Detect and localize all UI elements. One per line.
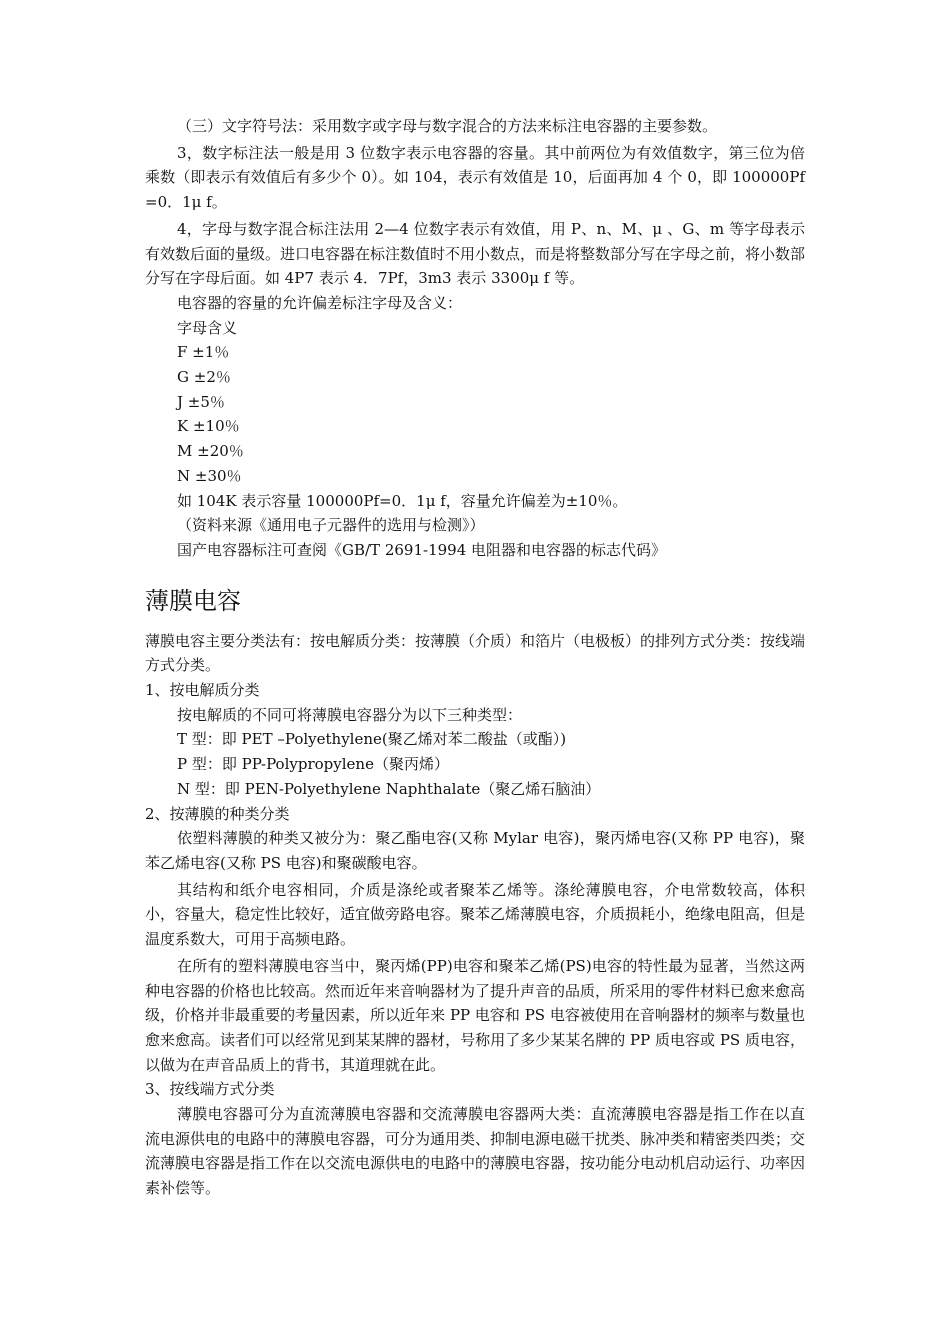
paragraph-tolerance-intro: 电容器的容量的允许偏差标注字母及含义： [177,293,463,312]
paragraph-digit-notation: 3，数字标注法一般是用 3 位数字表示电容器的容量。其中前两位为有效值数字，第三位为倍乘数（即表示有效值后有多少个 0）。如 104，表示有效值是 10，后面再加 4 个 0，即 100000Pf=0．1μ f。 [145,143,805,212]
list-item: K ±10％ [177,417,240,436]
list-item: 按电解质的不同可将薄膜电容器分为以下三种类型： [177,705,523,724]
paragraph-classification-intro: 薄膜电容主要分类法有：按电解质分类：按薄膜（介质）和箔片（电极板）的排列方式分类：按线端方式分类。 [145,631,806,675]
paragraph-dc-ac: 薄膜电容器可分为直流薄膜电容器和交流薄膜电容器两大类：直流薄膜电容器是指工作在以直流电源供电的电路中的薄膜电容器，可分为通用类、抑制电源电磁干扰类、脉冲类和精密类四类；交流薄膜电容器是指工作在以交流电源供电的电路中的薄膜电容器，按功能分电动机启动运行、功率因素补偿等。 [145,1105,806,1198]
subsection-title-terminal: 3、按线端方式分类 [145,1080,275,1099]
paragraph-text-symbol-method: （三）文字符号法：采用数字或字母与数字混合的方法来标注电容器的主要参数。 [177,117,718,135]
list-item: P 型：即 PP-Polypropylene（聚丙烯） [177,755,449,774]
list-item: J ±5％ [177,392,225,411]
paragraph-structure: 其结构和纸介电容相同，介质是涤纶或者聚苯乙烯等。涤纶薄膜电容，介电常数较高，体积小，容量大，稳定性比较好，适宜做旁路电容。聚苯乙烯薄膜电容，介质损耗小，绝缘电阻高，但是温度系数大，可用于高频电路。 [145,880,806,949]
paragraph-standard-reference: 国产电容器标注可查阅《GB/T 2691-1994 电阻器和电容器的标志代码》 [177,540,667,559]
list-item: M ±20％ [177,442,244,461]
subsection-title-film-type: 2、按薄膜的种类分类 [145,804,290,823]
list-item: N ±30％ [177,466,242,485]
section-heading: 薄膜电容 [145,586,241,615]
list-item: T 型：即 PET –Polyethylene(聚乙烯对苯二酸盐（或酯）) [177,730,567,749]
list-item: N 型：即 PEN-Polyethylene Naphthalate（聚乙烯石脑油） [177,779,601,798]
paragraph-pp-ps: 在所有的塑料薄膜电容当中，聚丙烯(PP)电容和聚苯乙烯(PS)电容的特性最为显著，当然这两种电容器的价格也比较高。然而近年来音响器材为了提升声音的品质，所采用的零件材料已愈来愈高级，价格并非最重要的考量因素，所以近年来 PP 电容和 PS 电容被使用在音响器材的频率与数量也愈来愈高。读者们可以经常见到某某牌的器材，号称用了多少某某名牌的 PP 质电容或 PS 质电容，以做为在声音品质上的背书，其道理就在此。 [145,956,806,1074]
tolerance-list-header: 字母含义 [177,318,238,337]
paragraph-film-types: 依塑料薄膜的种类又被分为：聚乙酯电容(又称 Mylar 电容)，聚丙烯电容(又称 PP 电容)，聚苯乙烯电容(又称 PS 电容)和聚碳酸电容。 [145,829,805,872]
paragraph-letter-digit-notation: 4，字母与数字混合标注法用 2—4 位数字表示有效值，用 P、n、M、μ 、G、m 等字母表示有效数后面的量级。进口电容器在标注数值时不用小数点，而是将整数部分写在字母之前，将小数部分写在字母后面。如 4P7 表示 4．7Pf，3m3 表示 3300μ f 等。 [145,219,806,288]
list-item: G ±2％ [177,368,231,387]
tolerance-list [145,340,805,488]
paragraph-source: （资料来源《通用电子元器件的选用与检测》） [177,516,485,535]
subsection-title-electrolyte: 1、按电解质分类 [145,681,260,700]
paragraph-example: 如 104K 表示容量 100000Pf=0．1μ f，容量允许偏差为±10％。 [177,491,628,510]
document-page [145,114,805,1201]
list-item: F ±1％ [177,343,230,362]
